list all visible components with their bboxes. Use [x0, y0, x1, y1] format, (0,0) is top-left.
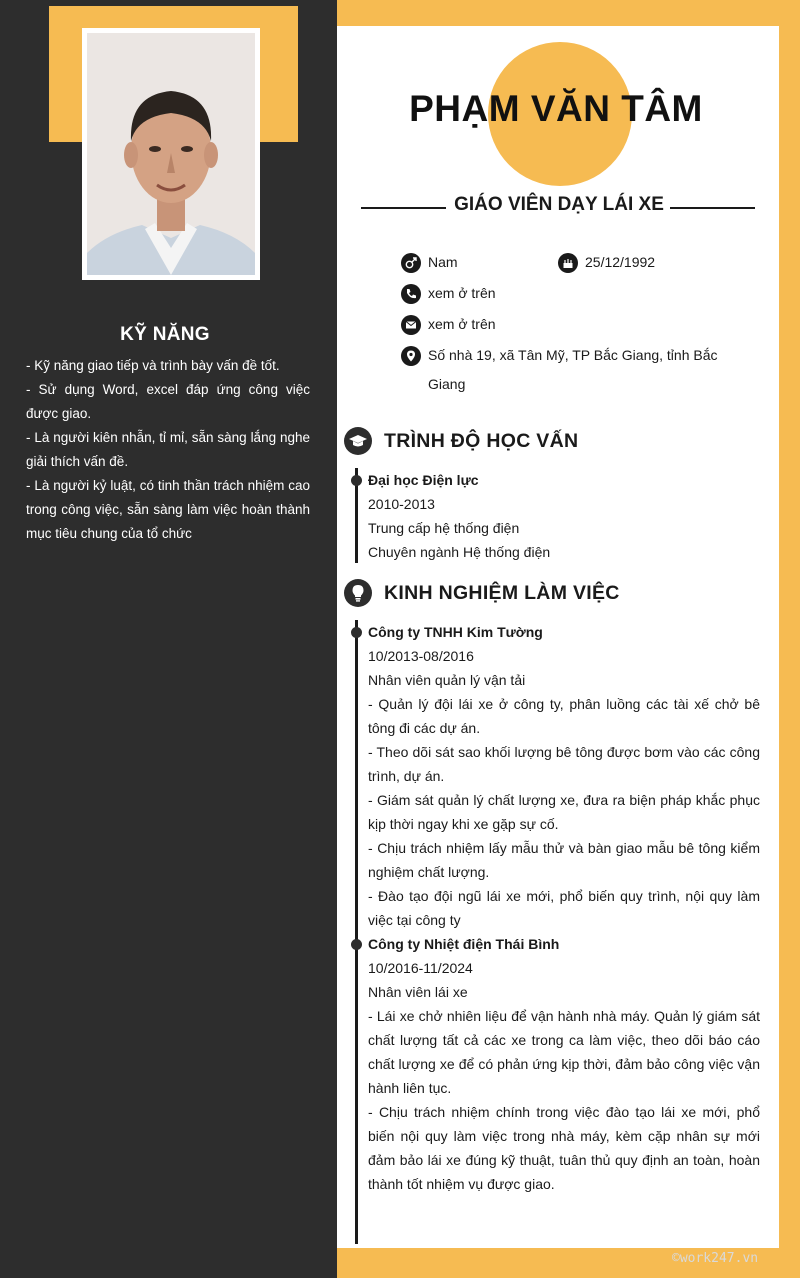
experience-timeline-line: [355, 620, 358, 1244]
lightbulb-icon: [344, 579, 372, 607]
birthday-cake-icon: [558, 253, 578, 273]
info-birthdate: [558, 253, 655, 277]
skill-item: - Kỹ năng giao tiếp và trình bày vấn đề tốt.: [26, 358, 280, 373]
birthdate-value: 25/12/1992: [585, 254, 656, 270]
portrait-image: [87, 33, 255, 275]
education-section-header: [344, 427, 578, 455]
skill-item: - Là người kiên nhẫn, tỉ mỉ, sẵn sàng lắng nghe giải thích vấn đề.: [26, 430, 310, 469]
experience-entry: [368, 932, 760, 1196]
job-duty: - Chịu trách nhiệm chính trong việc đào tạo lái xe mới, phổ biến nội quy làm việc trong nhà máy, kèm cặp nhân sự mới đảm bảo lái xe đúng kỹ thuật, tuân thủ quy định an toàn, hoàn thành tốt nhiệm vụ được giao.: [368, 1104, 760, 1192]
email-value: xem ở trên: [428, 316, 496, 332]
info-email: [401, 315, 496, 339]
watermark: ©work247.vn: [672, 1251, 759, 1266]
info-gender: [401, 253, 458, 277]
experience-heading: KINH NGHIỆM LÀM VIỆC: [384, 581, 620, 604]
job-duty: - Quản lý đội lái xe ở công ty, phân luồng các tài xế chở bê tông đi các dự án.: [368, 696, 760, 736]
education-entry: [368, 468, 760, 564]
timeline-dot: [351, 627, 362, 638]
phone-icon: [401, 284, 421, 304]
job-duty: - Giám sát quản lý chất lượng xe, đưa ra biện pháp khắc phục kịp thời ngay khi xe gặp sự cố.: [368, 792, 760, 832]
candidate-name: PHẠM VĂN TÂM: [409, 88, 703, 129]
job-title: GIÁO VIÊN DẠY LÁI XE: [454, 194, 664, 215]
info-address: [401, 346, 721, 399]
timeline-dot: [351, 939, 362, 950]
experience-section-header: [344, 579, 620, 607]
title-rule-left: [361, 207, 446, 209]
school-name: Đại học Điện lực: [368, 472, 479, 488]
company-name: Công ty TNHH Kim Tường: [368, 624, 543, 640]
education-period: 2010-2013: [368, 496, 435, 512]
title-rule-right: [670, 207, 755, 209]
skill-item: - Sử dụng Word, excel đáp ứng công việc được giao.: [26, 382, 310, 421]
job-position: Nhân viên lái xe: [368, 984, 468, 1000]
skill-item: - Là người kỷ luật, có tinh thần trách nhiệm cao trong công việc, sẵn sàng làm việc hoàn thành mục tiêu chung của tổ chức: [26, 478, 310, 541]
education-heading: TRÌNH ĐỘ HỌC VẤN: [384, 429, 579, 452]
profile-photo: [82, 28, 260, 280]
location-pin-icon: [401, 346, 421, 366]
phone-value: xem ở trên: [428, 285, 496, 301]
job-position: Nhân viên quản lý vận tải: [368, 672, 526, 688]
job-period: 10/2013-08/2016: [368, 648, 474, 664]
timeline-dot: [351, 475, 362, 486]
education-degree: Trung cấp hệ thống điện: [368, 520, 520, 536]
job-duty: - Chịu trách nhiệm lấy mẫu thử và bàn giao mẫu bê tông kiểm nghiệm chất lượng.: [368, 840, 760, 880]
gender-icon: [401, 253, 421, 273]
job-duty: - Theo dõi sát sao khối lượng bê tông được bơm vào các công trình, dự án.: [368, 744, 760, 784]
experience-entry: [368, 620, 760, 932]
job-duty: - Lái xe chở nhiên liệu để vận hành nhà máy. Quản lý giám sát chất lượng tất cả các xe trong ca làm việc, theo dõi báo cáo chất lượng xe để có phản ứng kịp thời, đảm bảo công việc vận hành liên tục.: [368, 1008, 760, 1096]
graduation-cap-icon: [344, 427, 372, 455]
company-name: Công ty Nhiệt điện Thái Bình: [368, 936, 560, 952]
gender-value: Nam: [428, 254, 458, 270]
address-value: Số nhà 19, xã Tân Mỹ, TP Bắc Giang, tỉnh Bắc Giang: [428, 347, 718, 392]
email-icon: [401, 315, 421, 335]
job-duty: - Đào tạo đội ngũ lái xe mới, phổ biến quy trình, nội quy làm việc tại công ty: [368, 888, 760, 928]
skills-heading: KỸ NĂNG: [120, 324, 210, 345]
job-period: 10/2016-11/2024: [368, 960, 473, 976]
education-major: Chuyên ngành Hệ thống điện: [368, 544, 551, 560]
skills-list: [26, 354, 310, 546]
info-phone: [401, 284, 496, 308]
